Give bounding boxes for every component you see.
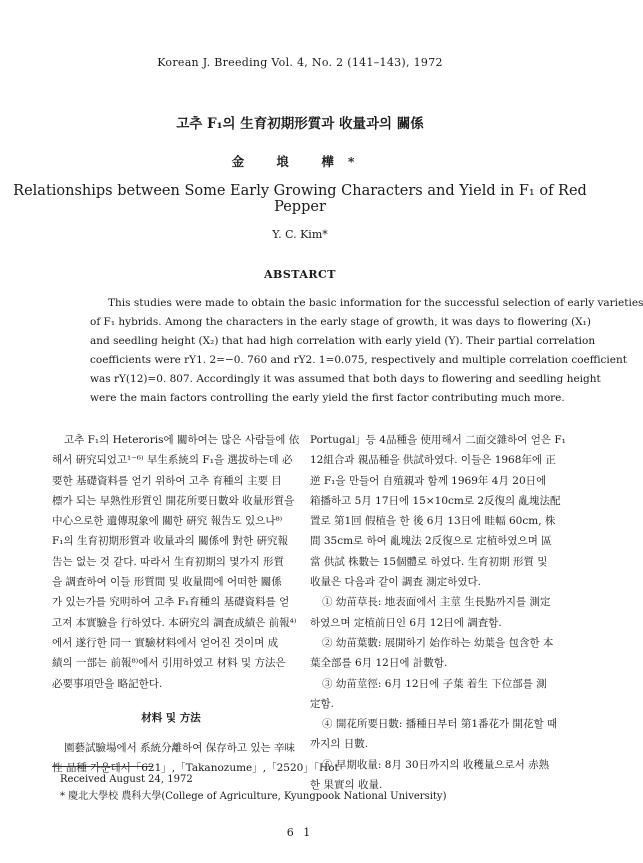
intro-line: 고추 F₁의 Heteroris에 關하여는 많은 사람들에 依: [64, 434, 300, 446]
measurement-item: ⑤ 早期收量: 8月 30日까지의 收穫量으로서 赤熟: [322, 758, 550, 771]
method-line: 間 35cm로 하여 亂塊法 2反復으로 定植하였으며 區: [310, 535, 552, 548]
method-line: 置로 第1回 假植을 한 後 6月 13日에 畦幅 60cm, 株: [310, 515, 556, 528]
intro-line: 要한 基礎資料를 얻기 위하여 고추 育種의 主要 目: [52, 474, 282, 487]
intro-line: 고져 本實驗을 行하였다. 本硏究의 調査成績은 前報⁴⁾: [52, 616, 297, 629]
method-line: 12組合과 親品種을 供試하였다. 이들은 1968年에 正: [310, 454, 556, 467]
abstract-line: of F₁ hybrids. Among the characters in the early stage of growth, it was days to flowering (X₁): [90, 316, 591, 328]
abstract-body: [90, 294, 643, 408]
method-line: 收量은 다음과 같이 調査 測定하였다.: [310, 576, 481, 589]
right-column: [310, 430, 566, 795]
author-affiliation: * 慶北大學校 農科大學(College of Agriculture, Kyungpook National University): [60, 791, 447, 802]
method-line: 箱播하고 5月 17日에 15×10cm로 2反復의 亂塊法配: [310, 494, 561, 507]
abstract-heading: ABSTARCT: [264, 268, 336, 281]
section-heading-materials-methods: 材料 및 方法: [141, 711, 201, 724]
intro-line: 해서 硏究되었고¹⁻⁶⁾ 早生系統의 F₁을 選拔하는데 必: [52, 454, 293, 467]
english-title: Relationships between Some Early Growing Characters and Yield in F₁ of Red Pepper: [13, 183, 587, 215]
intro-line: 必要事項만을 略記한다.: [52, 677, 163, 690]
measurement-item-cont: 한 果實의 收量.: [310, 779, 383, 792]
intro-line: 告는 없는 것 같다. 따라서 生育初期의 몇가지 形質: [52, 555, 285, 568]
measurement-item: ② 幼苗葉數: 展開하기 始作하는 幼葉을 包含한 本: [322, 636, 554, 649]
measurement-item-cont: 葉全部를 6月 12日에 計數함.: [310, 657, 448, 670]
method-line: 逆 F₁을 만들어 自殖親과 함께 1969年 4月 20日에: [310, 474, 547, 487]
footnotes: [60, 771, 530, 805]
received-date: Received August 24, 1972: [60, 774, 193, 785]
measurement-item: ④ 開花所要日數: 播種日부터 第1番花가 開花할 때: [322, 718, 558, 731]
intro-line: 에서 遂行한 同一 實驗材料에서 얻어진 것이며 成: [52, 636, 279, 649]
intro-line: 中心으로한 遺傳現象에 關한 硏究 報告도 있으나⁸⁾: [52, 515, 283, 528]
method-line: 園藝試驗場에서 系統分離하여 保存하고 있는 辛味: [64, 742, 295, 755]
measurement-item-cont: 定함.: [310, 697, 334, 710]
intro-line: 標가 되는 早熟性形質인 開花所要日數와 收量形質을: [52, 494, 295, 507]
intro-line: 績의 一部는 前報⁸⁾에서 引用하였고 材料 및 方法은: [52, 657, 286, 670]
method-line: 性 品種 가운데서「621」,「Takanozume」,「2520」「Hot: [52, 762, 339, 775]
english-author: Y. C. Kim*: [272, 228, 328, 241]
measurement-item-cont: 까지의 日數.: [310, 738, 369, 751]
measurement-item-cont: 하였으며 定植前日인 6月 12日에 調査함.: [310, 616, 502, 629]
korean-author: 金 埌 樺*: [231, 154, 369, 169]
abstract-line: This studies were made to obtain the basic information for the successful selection of early varieties: [108, 297, 643, 309]
page-number: 6 1: [286, 826, 314, 839]
abstract-line: coefficients were rY1. 2=−0. 760 and rY2. 1=0.075, respectively and multiple correlation coefficient: [90, 354, 627, 366]
intro-line: F₁의 生育初期形質과 收量과의 關係에 對한 硏究報: [52, 535, 289, 548]
footnote-divider: [52, 766, 152, 767]
korean-title: 고추 F₁의 生育初期形質과 收量과의 關係: [176, 116, 424, 132]
abstract-line: were the main factors controlling the early yield the first factor contributing much more.: [90, 392, 565, 404]
intro-line: 을 調査하여 이들 形質間 및 收量間에 어떠한 關係: [52, 576, 282, 589]
abstract-line: was rY(12)=0. 807. Accordingly it was assumed that both days to flowering and seedling height: [90, 373, 601, 385]
journal-header: Korean J. Breeding Vol. 4, No. 2 (141–143), 1972: [157, 56, 443, 69]
measurement-item: ① 幼苗草長: 地表面에서 主莖 生長點까지를 測定: [322, 596, 551, 609]
abstract-line: and seedling height (X₂) that had high correlation with early yield (Y). Their partial correlation: [90, 335, 596, 347]
method-line: 當 供試 株數는 15個體로 하였다. 生育初期 形質 및: [310, 555, 548, 568]
intro-line: 가 있는가를 究明하여 고추 F₁育種의 基礎資料를 얻: [52, 596, 290, 609]
method-line: Portugal」등 4品種을 使用해서 二面交雜하여 얻은 F₁: [310, 434, 566, 446]
measurement-item: ③ 幼苗莖徑: 6月 12日에 子葉 着生 下位部를 測: [322, 677, 547, 690]
